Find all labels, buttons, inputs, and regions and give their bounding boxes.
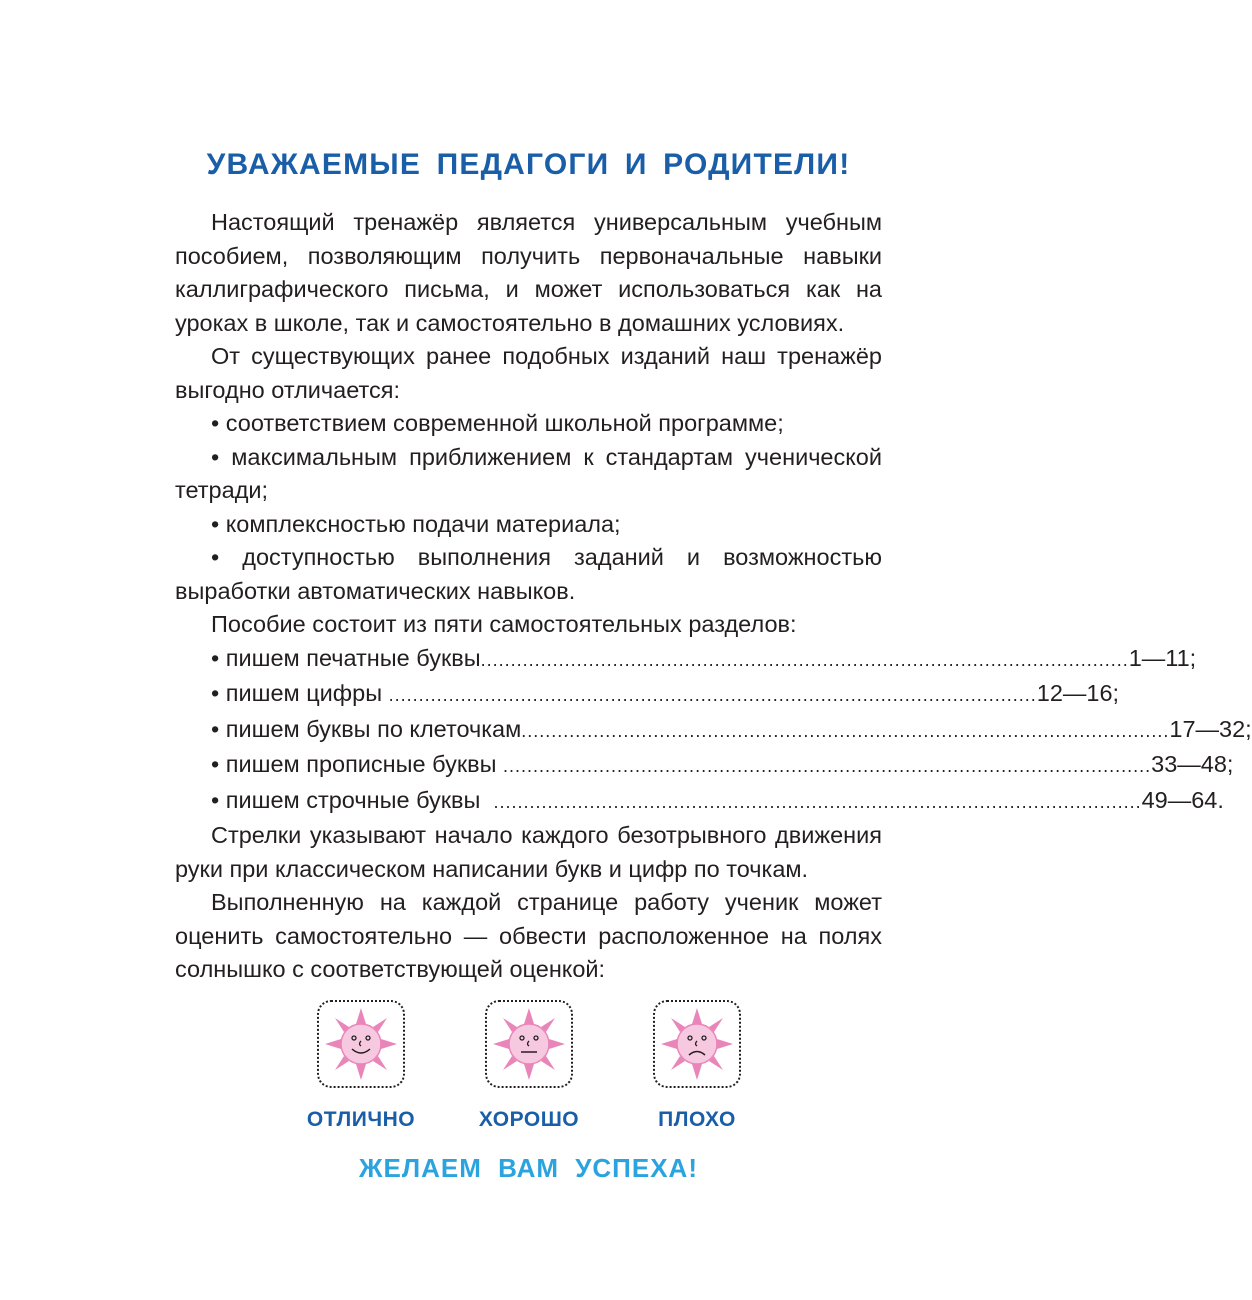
rating-good bbox=[449, 1000, 609, 1132]
section-row bbox=[175, 642, 1197, 678]
sad-sun-icon bbox=[655, 1002, 739, 1086]
page-title: УВАЖАЕМЫЕ ПЕДАГОГИ И РОДИТЕЛИ! bbox=[206, 148, 851, 181]
self-assessment-paragraph: Выполненную на каждой странице работу ученик может оценить самостоятельно — обвести расположенное на полях солнышко с соответствующей оценкой: bbox=[175, 889, 882, 982]
feature-item: • максимальным приближением к стандартам ученической тетради; bbox=[175, 443, 882, 503]
section-pages: 17—32; bbox=[1169, 715, 1252, 742]
sun-frame bbox=[485, 1000, 573, 1088]
sections-intro: Пособие состоит из пяти самостоятельных разделов: bbox=[211, 611, 797, 637]
feature-item: • комплексностью подачи материала; bbox=[211, 510, 621, 537]
rating-label: ХОРОШО bbox=[478, 1108, 580, 1131]
rating-label: ПЛОХО bbox=[658, 1108, 736, 1131]
leader-dots: ............................................................................................................ bbox=[493, 791, 1142, 812]
section-label: • пишем строчные буквы bbox=[211, 786, 494, 813]
section-row bbox=[175, 713, 1252, 749]
section-row bbox=[175, 748, 1234, 784]
arrows-paragraph: Стрелки указывают начало каждого безотрывного движения руки при классическом написании букв и цифр по точкам. bbox=[175, 822, 882, 882]
leader-dots: ............................................................................................................ bbox=[503, 756, 1152, 776]
rating-bad bbox=[617, 1000, 777, 1132]
feature-item: • доступностью выполнения заданий и возможностью выработки автоматических навыков. bbox=[175, 544, 882, 604]
section-row bbox=[175, 784, 1224, 820]
sun-frame bbox=[317, 1000, 405, 1088]
leader-dots: ............................................................................................................ bbox=[388, 685, 1037, 705]
section-label: • пишем цифры bbox=[211, 680, 389, 706]
section-label: • пишем буквы по клеточкам bbox=[211, 715, 522, 742]
smiling-sun-icon bbox=[319, 1002, 403, 1086]
rating-suns bbox=[175, 1000, 882, 1130]
rating-excellent bbox=[281, 1000, 441, 1132]
section-pages: 1—11; bbox=[1128, 644, 1197, 671]
document-page bbox=[175, 138, 1252, 1183]
section-label: • пишем прописные буквы bbox=[211, 751, 504, 777]
sections-list bbox=[175, 642, 1252, 820]
advantages-paragraph: От существующих ранее подобных изданий наш тренажёр выгодно отличается: bbox=[175, 343, 882, 403]
sun-frame bbox=[653, 1000, 741, 1088]
section-pages: 12—16; bbox=[1036, 680, 1120, 706]
section-row bbox=[175, 677, 1120, 713]
neutral-sun-icon bbox=[487, 1002, 571, 1086]
section-label: • пишем печатные буквы bbox=[211, 644, 481, 671]
leader-dots: ............................................................................................................ bbox=[521, 720, 1170, 741]
feature-item: • соответствием современной школьной программе; bbox=[211, 410, 784, 436]
rating-label: ОТЛИЧНО bbox=[306, 1108, 416, 1131]
section-pages: 33—48; bbox=[1151, 751, 1234, 777]
intro-paragraph: Настоящий тренажёр является универсальным учебным пособием, позволяющим получить первоначальные навыки каллиграфического письма, и может использоваться как на уроках в школе, так и самостоятельно в домашних условиях. bbox=[175, 209, 882, 336]
leader-dots: ............................................................................................................ bbox=[480, 649, 1129, 670]
closing-wish: ЖЕЛАЕМ ВАМ УСПЕХА! bbox=[359, 1153, 698, 1183]
section-pages: 49—64. bbox=[1141, 786, 1224, 813]
